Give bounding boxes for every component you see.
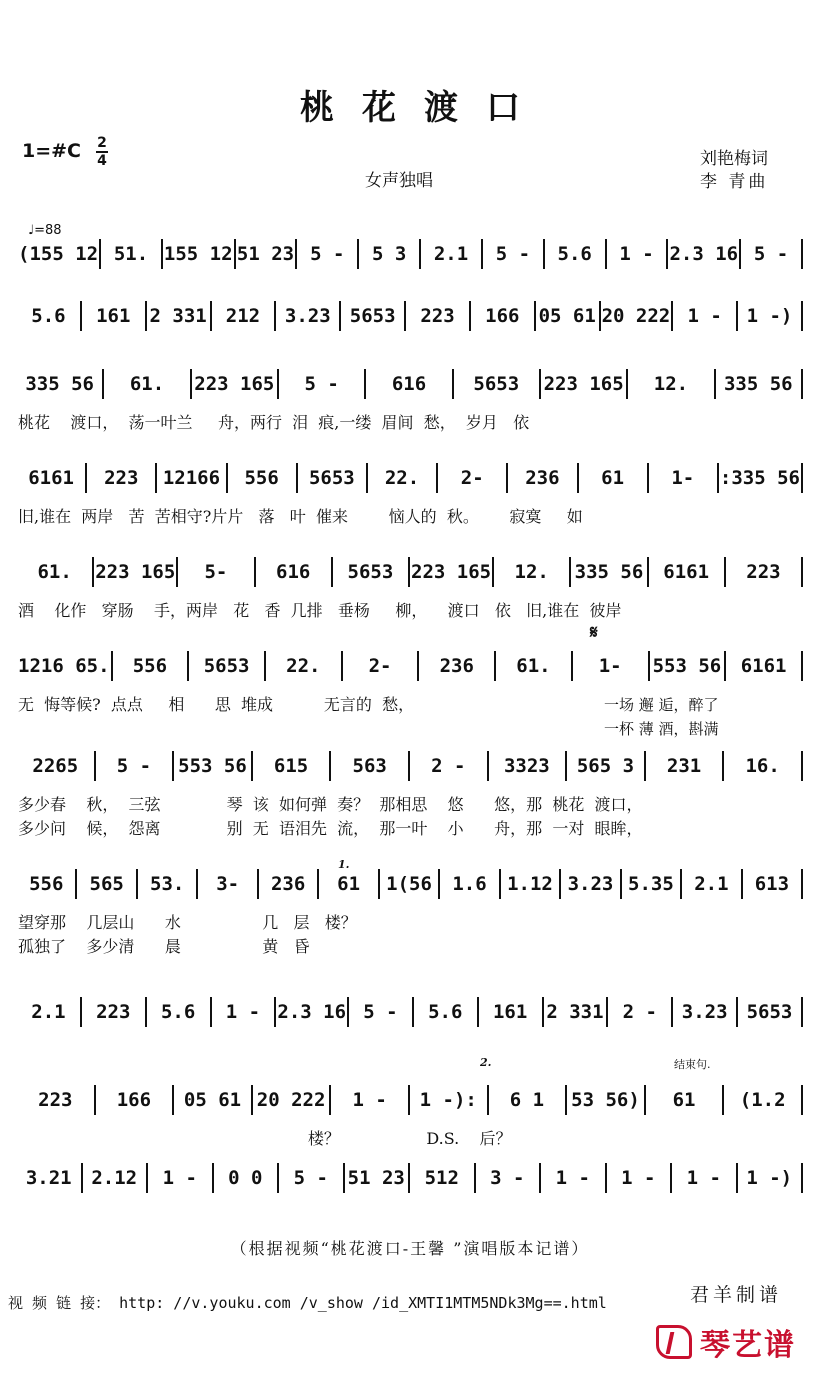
- time-signature: [96, 136, 108, 168]
- bar-line: [605, 1163, 607, 1193]
- measure: 5.6: [31, 305, 66, 327]
- score-row: [18, 368, 804, 458]
- notes-line: [18, 1162, 804, 1194]
- measure: 223: [104, 467, 139, 489]
- bar-line: [145, 301, 147, 331]
- measure: 231: [666, 755, 702, 777]
- bar-line: [577, 463, 579, 493]
- bar-line: [717, 463, 719, 493]
- measure: 51.: [113, 243, 149, 265]
- bar-line: [187, 651, 189, 681]
- second-ending-mark: 2.: [480, 1056, 492, 1069]
- measure: (1.2: [739, 1089, 786, 1111]
- bar-line: [736, 1163, 738, 1193]
- score-row: [18, 650, 804, 740]
- bar-line: [102, 369, 104, 399]
- measure: 2.3 16: [277, 1001, 347, 1023]
- notes-line: [18, 300, 804, 332]
- bar-line: [670, 1163, 672, 1193]
- bar-line: [94, 751, 96, 781]
- bar-line: [539, 369, 541, 399]
- measure: 2.12: [91, 1167, 138, 1189]
- measure: 553 56: [178, 755, 247, 777]
- measure: 1-: [671, 467, 695, 489]
- measure: 3 -: [490, 1167, 525, 1189]
- measure: 1.12: [507, 873, 553, 895]
- measure: 1(56: [386, 873, 432, 895]
- bar-line: [378, 869, 380, 899]
- measure: 5653: [347, 561, 394, 583]
- measure: 61.: [129, 373, 165, 395]
- subtitle: 女声独唱: [365, 171, 433, 191]
- measure: 1 -: [686, 1167, 721, 1189]
- bar-line: [722, 1085, 724, 1115]
- bar-line: [801, 239, 803, 269]
- bar-line: [254, 557, 256, 587]
- bar-line: [99, 239, 101, 269]
- bar-line: [277, 1163, 279, 1193]
- bar-line: [234, 239, 236, 269]
- bar-line: [739, 239, 741, 269]
- bar-line: [317, 869, 319, 899]
- measure: 1 -: [619, 243, 654, 265]
- measure: 6161: [740, 655, 787, 677]
- measure: 613: [754, 873, 790, 895]
- bar-line: [499, 869, 501, 899]
- bar-line: [571, 651, 573, 681]
- bar-line: [647, 557, 649, 587]
- measure: 5.35: [628, 873, 674, 895]
- bar-line: [257, 869, 259, 899]
- bar-line: [331, 557, 333, 587]
- bar-line: [210, 997, 212, 1027]
- measure: 12166: [162, 467, 221, 489]
- bar-line: [94, 1085, 96, 1115]
- measure: 61: [601, 467, 625, 489]
- score-row: [18, 462, 804, 552]
- bar-line: [644, 751, 646, 781]
- measure: 236: [525, 467, 560, 489]
- bar-line: [542, 997, 544, 1027]
- bar-line: [474, 1163, 476, 1193]
- bar-line: [364, 369, 366, 399]
- measure: 161: [492, 1001, 528, 1023]
- bar-line: [534, 301, 536, 331]
- bar-line: [417, 651, 419, 681]
- measure: 05 61: [183, 1089, 242, 1111]
- bar-line: [671, 301, 673, 331]
- bar-line: [801, 369, 803, 399]
- coda-ending-mark: 结束句.: [674, 1058, 711, 1071]
- bar-line: [671, 997, 673, 1027]
- measure: 166: [116, 1089, 152, 1111]
- bar-line: [339, 301, 341, 331]
- bar-line: [481, 239, 483, 269]
- measure: 6161: [28, 467, 74, 489]
- bar-line: [226, 463, 228, 493]
- lyric-line: 桃花 渡口， 荡一叶兰 舟，两行 泪 痕,一缕 眉间 愁， 岁月 依: [18, 413, 530, 432]
- score-row: [18, 996, 804, 1086]
- bar-line: [648, 651, 650, 681]
- measure: 556: [244, 467, 279, 489]
- notes-line: [18, 750, 804, 782]
- meter-top: 2: [97, 135, 107, 151]
- measure: 1 -: [687, 305, 722, 327]
- verse-two-lyric: 一杯 薄 酒，斟满: [604, 720, 719, 738]
- measure: 335 56: [25, 373, 94, 395]
- measure: 5653: [349, 305, 396, 327]
- measure: 1 -: [621, 1167, 656, 1189]
- bar-line: [452, 369, 454, 399]
- measure: 335 56: [574, 561, 644, 583]
- bar-line: [801, 997, 803, 1027]
- bar-line: [329, 1085, 331, 1115]
- measure: 1 -):: [419, 1089, 477, 1111]
- bar-line: [647, 463, 649, 493]
- bar-line: [801, 869, 803, 899]
- measure: 2 -: [431, 755, 466, 777]
- bar-line: [145, 997, 147, 1027]
- measure: 51 23: [236, 243, 295, 265]
- bar-line: [277, 369, 279, 399]
- measure: 53.: [150, 873, 185, 895]
- measure: 615: [273, 755, 309, 777]
- bar-line: [620, 869, 622, 899]
- score-row: [18, 556, 804, 646]
- measure: 1 -: [352, 1089, 387, 1111]
- bar-line: [347, 997, 349, 1027]
- measure: 5 -: [310, 243, 345, 265]
- video-link[interactable]: 视 频 链 接： http: //v.youku.com /v_show /id_XMTI1MTM5NDk3Mg==.html: [8, 1294, 607, 1312]
- bar-line: [296, 463, 298, 493]
- measure: 223 165: [95, 561, 176, 583]
- measure: 3.21: [25, 1167, 72, 1189]
- bar-line: [274, 997, 276, 1027]
- bar-line: [161, 239, 163, 269]
- score-row: [18, 1056, 804, 1174]
- key-signature: 1=#C: [22, 140, 82, 162]
- bar-line: [736, 301, 738, 331]
- measure: 5 -: [304, 373, 339, 395]
- lyric-line: 楼？ D.S. 后？: [18, 1129, 512, 1148]
- measure: 161: [96, 305, 131, 327]
- measure: 61: [337, 873, 361, 895]
- measure: 1 -): [746, 1167, 793, 1189]
- measure: 2.1: [31, 1001, 66, 1023]
- bar-line: [487, 751, 489, 781]
- bar-line: [680, 869, 682, 899]
- measure: 1 -: [555, 1167, 590, 1189]
- notes-line: [18, 868, 804, 900]
- bar-line: [494, 651, 496, 681]
- measure: 5 -: [753, 243, 789, 265]
- bar-line: [438, 869, 440, 899]
- measure: 61: [672, 1089, 696, 1111]
- measure: 51 23: [347, 1167, 405, 1189]
- bar-line: [539, 1163, 541, 1193]
- bar-line: [741, 869, 743, 899]
- measure: (155 12: [18, 243, 99, 265]
- measure: 565: [89, 873, 124, 895]
- bar-line: [408, 751, 410, 781]
- measure: 22.: [286, 655, 321, 677]
- measure: 2.1: [694, 873, 729, 895]
- measure: 3.23: [284, 305, 331, 327]
- logo-text: 琴艺谱: [700, 1328, 796, 1363]
- bar-line: [559, 869, 561, 899]
- bar-line: [492, 557, 494, 587]
- measure: 553 56: [652, 655, 722, 677]
- measure: 6 1: [509, 1089, 545, 1111]
- measure: 5.6: [428, 1001, 463, 1023]
- bar-line: [190, 369, 192, 399]
- bar-line: [343, 1163, 345, 1193]
- measure: 53 56): [571, 1089, 640, 1111]
- bar-line: [419, 239, 421, 269]
- measure: 223 165: [543, 373, 624, 395]
- lyric-line-second-verse: 多少问 候， 怨离 别 无 语泪先 流， 那一叶 小 舟，那 一对 眼眸，: [18, 819, 643, 838]
- measure: 2.1: [433, 243, 469, 265]
- bar-line: [569, 557, 571, 587]
- bar-line: [801, 751, 803, 781]
- measure: 12.: [653, 373, 689, 395]
- measure: 5653: [746, 1001, 793, 1023]
- verse-one-lyric: 一场 邂 逅，醉了: [604, 696, 719, 714]
- measure: 556: [132, 655, 168, 677]
- bar-line: [295, 239, 297, 269]
- bar-line: [565, 751, 567, 781]
- bar-line: [80, 997, 82, 1027]
- bar-line: [85, 463, 87, 493]
- measure: 5.6: [557, 243, 592, 265]
- notes-line: [18, 996, 804, 1028]
- measure: 5 -: [495, 243, 531, 265]
- lyric-line: 旧,谁在 两岸 苦 苦相守?片片 落 叶 催来 恼人的 秋。 寂寞 如: [18, 507, 583, 526]
- bar-line: [75, 869, 77, 899]
- bar-line: [146, 1163, 148, 1193]
- transcriber-signature: 君羊制谱: [690, 1284, 783, 1306]
- bar-line: [408, 557, 410, 587]
- measure: 05 61: [538, 305, 596, 327]
- bar-line: [605, 239, 607, 269]
- bar-line: [543, 239, 545, 269]
- measure: 166: [485, 305, 520, 327]
- bar-line: [212, 1163, 214, 1193]
- bar-line: [801, 1085, 803, 1115]
- bar-line: [801, 651, 803, 681]
- measure: 0 0: [228, 1167, 263, 1189]
- measure: 20 222: [601, 305, 671, 327]
- bar-line: [404, 301, 406, 331]
- bar-line: [172, 1085, 174, 1115]
- measure: 20 222: [256, 1089, 326, 1111]
- measure: 1 -): [746, 305, 793, 327]
- measure: 2-: [460, 467, 484, 489]
- measure: 223: [420, 305, 455, 327]
- bar-line: [155, 463, 157, 493]
- bar-line: [469, 301, 471, 331]
- measure: 5 3: [372, 243, 407, 265]
- measure: 223: [38, 1089, 73, 1111]
- lyric-line: 酒 化作 穿肠 手，两岸 花 香 几排 垂杨 柳， 渡口 依 旧,谁在 彼岸: [18, 601, 622, 620]
- bar-line: [801, 301, 803, 331]
- bar-line: [329, 751, 331, 781]
- measure: 3.23: [567, 873, 614, 895]
- bar-line: [436, 463, 438, 493]
- measure: 6161: [663, 561, 710, 583]
- bar-line: [264, 651, 266, 681]
- notes-line: [18, 1084, 804, 1116]
- measure: 616: [391, 373, 427, 395]
- bar-line: [736, 997, 738, 1027]
- measure: 155 12: [163, 243, 233, 265]
- notes-line: [18, 650, 804, 682]
- measure: 512: [424, 1167, 459, 1189]
- transcription-note: （根据视频“桃花渡口-王馨 ”演唱版本记谱）: [230, 1239, 590, 1258]
- measure: 3.23: [681, 1001, 728, 1023]
- bar-line: [722, 751, 724, 781]
- measure: 223: [746, 561, 781, 583]
- measure: 556: [29, 873, 64, 895]
- measure: 1 -: [225, 1001, 261, 1023]
- measure: 236: [439, 655, 474, 677]
- bar-line: [81, 1163, 83, 1193]
- measure: 223: [96, 1001, 131, 1023]
- lyricist: 刘艳梅词: [700, 149, 768, 169]
- measure: 61.: [516, 655, 551, 677]
- measure: 5653: [203, 655, 250, 677]
- bar-line: [251, 751, 253, 781]
- bar-line: [644, 1085, 646, 1115]
- bar-line: [408, 1085, 410, 1115]
- measure: 1216 65.: [18, 655, 110, 677]
- measure: 223 165: [194, 373, 275, 395]
- lyric-line: 多少春 秋， 三弦 琴 该 如何弹 奏？ 那相思 悠 悠，那 桃花 渡口，: [18, 795, 643, 814]
- site-logo[interactable]: [656, 1322, 806, 1362]
- bar-line: [412, 997, 414, 1027]
- measure: 5653: [473, 373, 520, 395]
- bar-line: [714, 369, 716, 399]
- measure: 2.3 16: [669, 243, 739, 265]
- notes-line: [18, 462, 804, 494]
- measure: 223 165: [411, 561, 492, 583]
- page-title: 桃花渡口: [300, 88, 548, 128]
- bar-line: [506, 463, 508, 493]
- bar-line: [210, 301, 212, 331]
- measure: 2 331: [149, 305, 207, 327]
- measure: 3-: [216, 873, 240, 895]
- logo-icon: [656, 1325, 692, 1359]
- notes-line: [18, 238, 804, 270]
- bar-line: [599, 301, 601, 331]
- measure: 5 -: [293, 1167, 328, 1189]
- bar-line: [92, 557, 94, 587]
- measure: 1-: [598, 655, 622, 677]
- measure: 3323: [503, 755, 550, 777]
- bar-line: [666, 239, 668, 269]
- bar-line: [724, 651, 726, 681]
- measure: 5 -: [363, 1001, 398, 1023]
- measure: :335 56: [719, 467, 800, 489]
- measure: 1 -: [162, 1167, 197, 1189]
- score-row: [18, 858, 804, 958]
- bar-line: [366, 463, 368, 493]
- meter-bottom: 4: [97, 153, 107, 169]
- measure: 236: [270, 873, 306, 895]
- measure: 2 331: [546, 1001, 604, 1023]
- measure: 2 -: [622, 1001, 657, 1023]
- measure: 616: [276, 561, 311, 583]
- bar-line: [408, 1163, 410, 1193]
- measure: 2265: [32, 755, 79, 777]
- bar-line: [606, 997, 608, 1027]
- measure: 563: [352, 755, 387, 777]
- composer: 李 青曲: [700, 172, 769, 192]
- bar-line: [801, 463, 803, 493]
- measure: 12.: [514, 561, 549, 583]
- measure: 5653: [308, 467, 355, 489]
- bar-line: [487, 1085, 489, 1115]
- bar-line: [196, 869, 198, 899]
- first-ending-mark: 1.: [338, 858, 350, 871]
- bar-line: [801, 557, 803, 587]
- bar-line: [724, 557, 726, 587]
- measure: 16.: [745, 755, 780, 777]
- lyric-line-second-verse: 孤独了 多少清 晨 黄 昏: [18, 937, 310, 956]
- measure: 2-: [368, 655, 392, 677]
- bar-line: [477, 997, 479, 1027]
- bar-line: [176, 557, 178, 587]
- notes-line: [18, 556, 804, 588]
- measure: 61.: [37, 561, 72, 583]
- bar-line: [251, 1085, 253, 1115]
- bar-line: [357, 239, 359, 269]
- bar-line: [565, 1085, 567, 1115]
- bar-line: [111, 651, 113, 681]
- lyric-line: 无 悔等候? 点点 相 思 堆成 无言的 愁，: [18, 695, 415, 714]
- tempo-mark: ♩=88: [28, 223, 62, 238]
- bar-line: [341, 651, 343, 681]
- bar-line: [801, 1163, 803, 1193]
- measure: 335 56: [723, 373, 793, 395]
- bar-line: [136, 869, 138, 899]
- measure: 5.6: [160, 1001, 196, 1023]
- bar-line: [274, 301, 276, 331]
- score-row: [18, 750, 804, 840]
- bar-line: [80, 301, 82, 331]
- measure: 212: [225, 305, 261, 327]
- measure: 1.6: [452, 873, 487, 895]
- measure: 5 -: [116, 755, 152, 777]
- lyric-line: 望穿那 几层山 水 几 层 楼？: [18, 913, 357, 932]
- bar-line: [172, 751, 174, 781]
- measure: 22.: [384, 467, 420, 489]
- bar-line: [626, 369, 628, 399]
- notes-line: [18, 368, 804, 400]
- segno-sign: 𝄋: [590, 622, 598, 643]
- measure: 565 3: [576, 755, 635, 777]
- measure: 5-: [204, 561, 228, 583]
